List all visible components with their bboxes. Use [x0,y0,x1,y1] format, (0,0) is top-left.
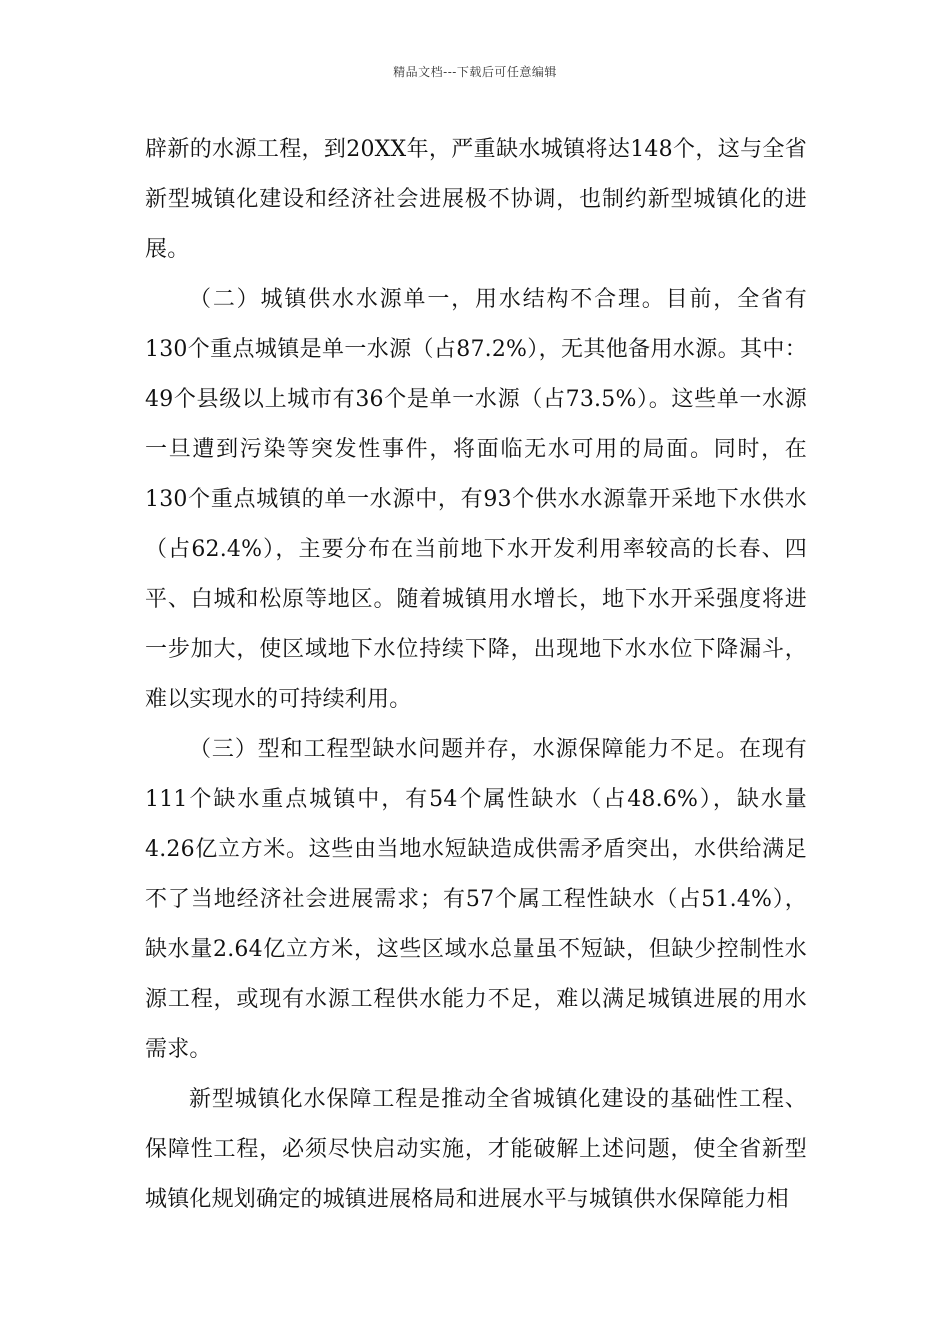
paragraph-section-2: （二）城镇供水水源单一，用水结构不合理。目前，全省有130个重点城镇是单一水源（占87.2%），无其他备用水源。其中：49个县级以上城市有36个是单一水源（占73.5%）。这些单一水源一旦遭到污染等突发性事件，将面临无水可用的局面。同时，在130个重点城镇的单一水源中，有93个供水水源靠开采地下水供水（占62.4%），主要分布在当前地下水开发利用率较高的长春、四平、白城和松原等地区。随着城镇用水增长，地下水开采强度将进一步加大，使区域地下水位持续下降，出现地下水水位下降漏斗，难以实现水的可持续利用。 [145,287,807,712]
document-body [145,125,807,1225]
page-header: 精品文档---下载后可任意编辑 [393,65,557,79]
paragraph-continuation: 辟新的水源工程，到20XX年，严重缺水城镇将达148个，这与全省新型城镇化建设和经济社会进展极不协调，也制约新型城镇化的进展。 [145,137,807,262]
paragraph-summary: 新型城镇化水保障工程是推动全省城镇化建设的基础性工程、保障性工程，必须尽快启动实施，才能破解上述问题，使全省新型城镇化规划确定的城镇进展格局和进展水平与城镇供水保障能力相 [145,1087,807,1212]
paragraph-section-3: （三）型和工程型缺水问题并存，水源保障能力不足。在现有111个缺水重点城镇中，有54个属性缺水（占48.6%），缺水量4.26亿立方米。这些由当地水短缺造成供需矛盾突出，水供给满足不了当地经济社会进展需求；有57个属工程性缺水（占51.4%），缺水量2.64亿立方米，这些区域水总量虽不短缺，但缺少控制性水源工程，或现有水源工程供水能力不足，难以满足城镇进展的用水需求。 [145,737,807,1062]
